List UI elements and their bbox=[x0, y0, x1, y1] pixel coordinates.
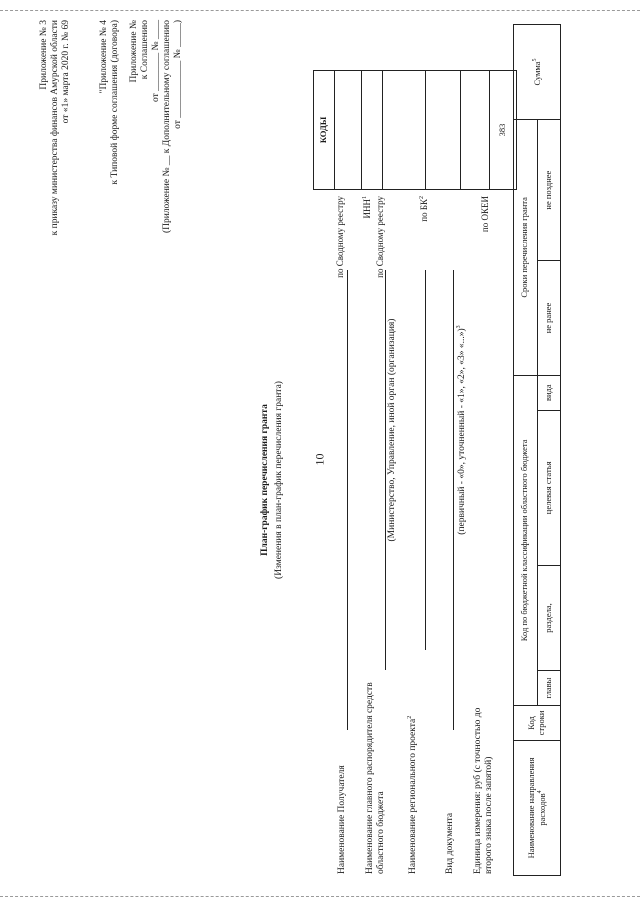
sub-not-later-header: не позднее bbox=[537, 120, 561, 261]
regional-project-label bbox=[407, 654, 419, 874]
appendix4-line6: (Приложение № __ к Дополнительному соглашению bbox=[161, 20, 172, 234]
unit-label: Единица измерения: руб (с точностью до второго знака после запятой) bbox=[473, 707, 494, 874]
col-direction-note: 4 bbox=[536, 790, 543, 794]
inn-note: 1 bbox=[362, 196, 368, 199]
doc-type-hint bbox=[456, 280, 468, 580]
appendix3-line1: Приложение № 3 bbox=[39, 20, 49, 90]
disposer-label: Наименование главного распорядителя средств областного бюджета bbox=[365, 682, 386, 874]
codes-header: КОДЫ bbox=[314, 71, 335, 190]
registry2-label: по Сводному реестру bbox=[375, 196, 385, 278]
doc-type-label: Вид документа bbox=[445, 812, 455, 874]
doc-type-hint-note: 3 bbox=[456, 325, 462, 329]
col-direction-header bbox=[514, 741, 561, 876]
col-terms-header: Сроки перечисления гранта bbox=[514, 120, 538, 376]
col-sum-note: 5 bbox=[531, 58, 538, 62]
sub-chapter-header: главы bbox=[537, 671, 561, 706]
col-sum-text: Сумма bbox=[531, 61, 542, 86]
codes-table bbox=[313, 70, 517, 190]
appendix4-line7: от ____________ № _____) bbox=[172, 20, 183, 129]
main-table bbox=[513, 24, 561, 876]
code-cell-registry1[interactable] bbox=[335, 71, 362, 190]
appendix3-line2: к приказу министерства финансов Амурской области bbox=[49, 20, 60, 236]
sub-not-earlier-header: не ранее bbox=[537, 261, 561, 375]
regional-project-line bbox=[425, 270, 426, 650]
appendix4-line2: к Типовой форме соглашения (договора) bbox=[109, 20, 120, 185]
recipient-line bbox=[347, 270, 348, 730]
bottom-edge-dash bbox=[0, 896, 640, 897]
doc-type-line bbox=[453, 270, 454, 730]
appendix4-line3: Приложение № bbox=[128, 20, 139, 83]
code-cell-registry2[interactable] bbox=[383, 71, 426, 190]
sub-kind-header: вида bbox=[537, 375, 561, 410]
appendix3-block bbox=[39, 20, 72, 440]
registry1-label: по Сводному реестру bbox=[335, 196, 345, 278]
bk-note: 2 bbox=[419, 196, 425, 199]
doc-type-hint-text: (первичный - «0», уточненный - «1», «2», «3» «...») bbox=[457, 328, 468, 535]
col-direction-text: Наименование направления расходов bbox=[525, 757, 547, 859]
appendix4-block bbox=[99, 20, 183, 360]
disposer-line bbox=[385, 270, 386, 670]
document-title: План-график перечисления гранта bbox=[260, 404, 270, 556]
regional-project-text: Наименование регионального проекта bbox=[408, 718, 419, 874]
appendix4-line5: от ________ № ____ bbox=[150, 20, 161, 102]
recipient-label: Наименование Получателя bbox=[337, 765, 347, 874]
ministry-hint: (Министерство, Управление, иной орган (организация) bbox=[387, 318, 397, 542]
sub-section-header: раздела, bbox=[537, 566, 561, 671]
appendix4-line1: "Приложение № 4 bbox=[99, 20, 109, 94]
top-edge-dash bbox=[0, 10, 640, 11]
appendix3-line3: от «1» марта 2020 г. № 69 bbox=[60, 20, 71, 124]
code-cell-okei: 383 bbox=[490, 71, 517, 190]
rotated-document bbox=[35, 20, 605, 880]
okei-label: по ОКЕИ bbox=[480, 196, 490, 233]
inn-label bbox=[362, 196, 372, 260]
col-budget-code-header: Код по бюджетной классификации областного бюджета bbox=[514, 375, 538, 705]
page-number: 10 bbox=[312, 453, 327, 466]
regional-project-note: 2 bbox=[407, 715, 413, 719]
inn-text: ИНН bbox=[362, 199, 372, 219]
bk-text: по БК bbox=[419, 199, 429, 222]
col-line-code-header: Код строки bbox=[514, 706, 561, 741]
code-cell-inn[interactable] bbox=[362, 71, 383, 190]
document-subtitle: (Изменения в план-график перечисления гранта) bbox=[274, 381, 284, 579]
code-cell-bk[interactable] bbox=[426, 71, 461, 190]
bk-label bbox=[419, 196, 429, 280]
appendix4-line4: к Соглашению bbox=[139, 20, 150, 80]
col-sum-header bbox=[514, 25, 561, 120]
sub-article-header: целевая статья bbox=[537, 410, 561, 565]
code-cell-doc-type[interactable] bbox=[461, 71, 490, 190]
